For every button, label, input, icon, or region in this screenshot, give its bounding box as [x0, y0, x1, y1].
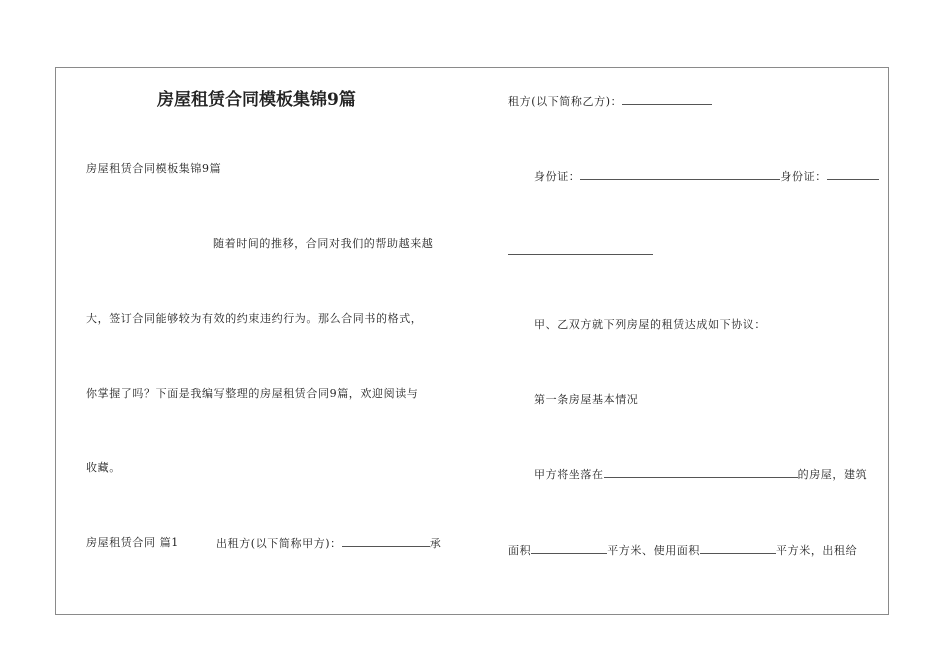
lessee-blank	[622, 94, 712, 105]
location-blank	[604, 467, 798, 478]
id-line	[534, 169, 879, 184]
intro-line-1: 随着时间的推移，合同对我们的帮助越来越	[213, 237, 434, 250]
intro-line-2: 大，签订合同能够较为有效的约束违约行为。那么合同书的格式，	[86, 312, 423, 325]
location-suffix: 的房屋，建筑	[797, 468, 868, 481]
location-line	[534, 467, 867, 482]
lessor-blank	[342, 536, 430, 547]
area-blank-1	[531, 543, 607, 554]
lessee-label: 租方(以下简称乙方)：	[508, 95, 623, 108]
id-blank-1	[580, 169, 780, 180]
area-blank-2	[700, 543, 776, 554]
document-subtitle: 房屋租赁合同模板集锦9篇	[86, 162, 222, 175]
intro-line-4: 收藏。	[86, 461, 121, 474]
id-continuation-blank	[508, 254, 653, 255]
area-unit-1: 平方米、使用面积	[607, 544, 701, 557]
location-prefix: 甲方将坐落在	[534, 468, 604, 481]
agreement-text: 甲、乙双方就下列房屋的租赁达成如下协议：	[534, 318, 766, 331]
document-page	[55, 67, 889, 615]
area-label: 面积	[508, 544, 532, 557]
article-1-heading: 第一条房屋基本情况	[534, 393, 639, 406]
id-label-1: 身份证：	[534, 170, 581, 183]
lessor-label: 出租方(以下简称甲方)：	[216, 537, 342, 550]
lessor-suffix: 承	[429, 537, 442, 550]
id-blank-2	[827, 169, 879, 180]
document-title: 房屋租赁合同模板集锦9篇	[157, 90, 356, 110]
contract-heading: 房屋租赁合同 篇1	[86, 536, 179, 549]
id-label-2: 身份证：	[780, 170, 827, 183]
lessor-line	[216, 536, 441, 551]
area-line	[508, 543, 857, 558]
area-unit-2: 平方米，出租给	[776, 544, 858, 557]
intro-line-3: 你掌握了吗？下面是我编写整理的房屋租赁合同9篇，欢迎阅读与	[86, 387, 419, 400]
lessee-line	[508, 94, 712, 109]
